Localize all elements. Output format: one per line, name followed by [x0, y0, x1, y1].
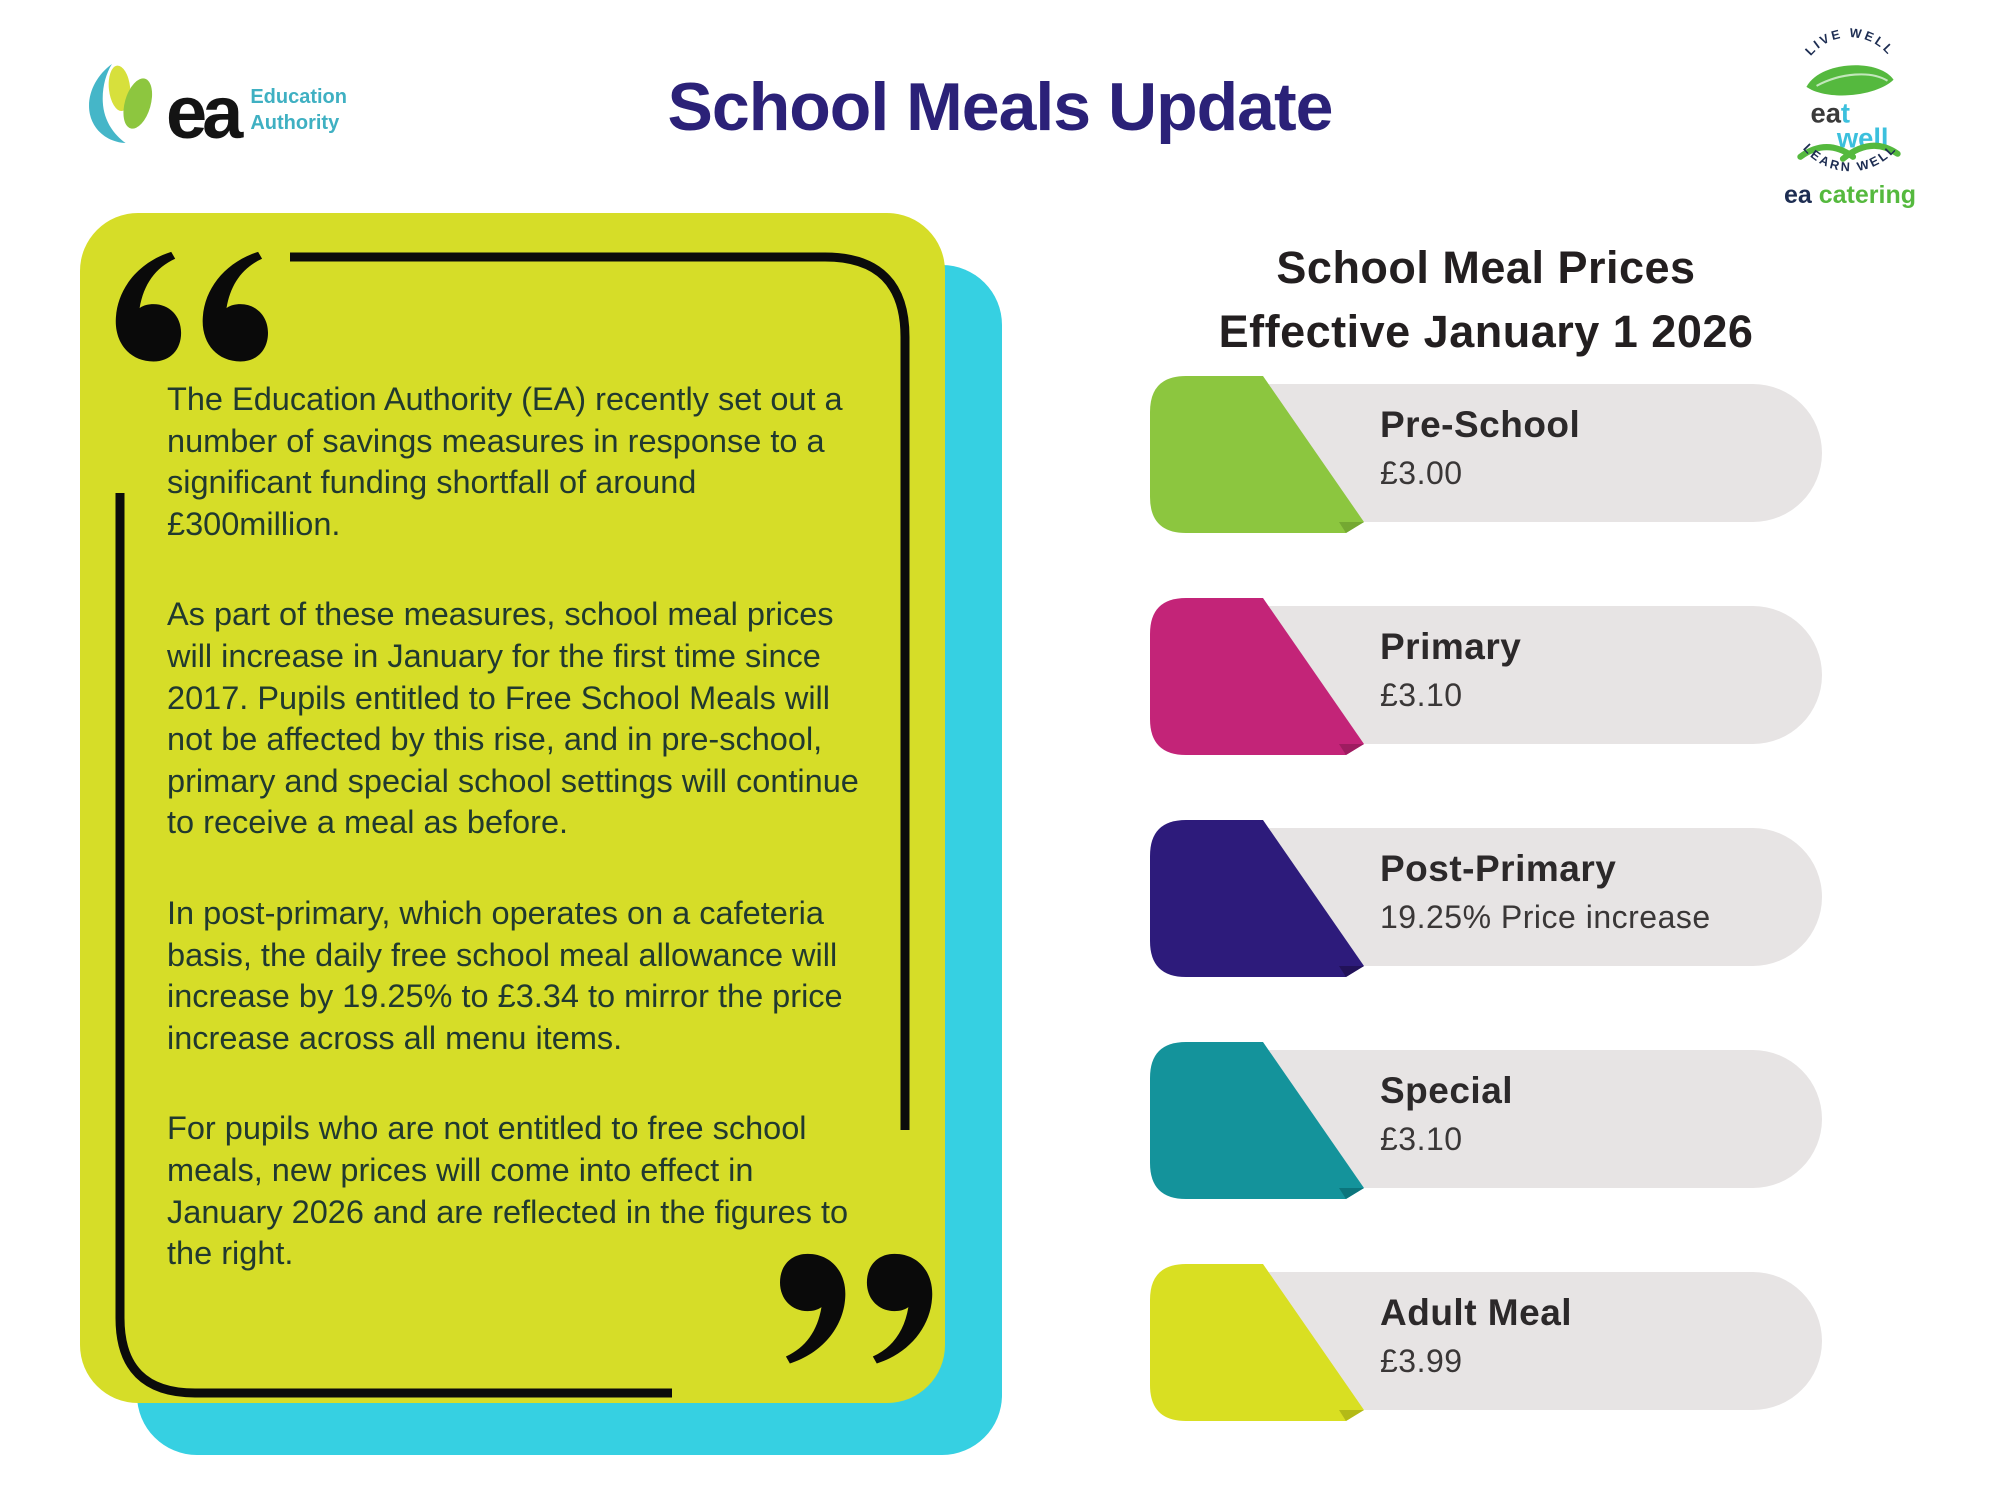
open-quote-icon — [110, 243, 268, 393]
quote-paragraph-4: For pupils who are not entitled to free school meals, new prices will come into effect in January 2026 and are reflected in the figures to the right. — [167, 1110, 849, 1272]
price-row-primary — [1150, 598, 1822, 755]
ea-wordmark: ea — [166, 71, 239, 154]
eatwell-caption — [1780, 181, 1920, 210]
price-row-text — [1380, 404, 1580, 492]
price-tab-icon — [1150, 598, 1368, 755]
price-row-pre-school — [1150, 376, 1822, 533]
price-row-label: Special — [1380, 1070, 1514, 1111]
ea-org-line2: Authority — [250, 112, 340, 134]
price-row-value: £3.99 — [1380, 1343, 1463, 1379]
price-tab-icon — [1150, 1042, 1368, 1199]
price-row-value: 19.25% Price increase — [1380, 899, 1711, 935]
eatwell-eat-dark: ea — [1810, 97, 1841, 129]
price-row-special — [1150, 1042, 1822, 1199]
quote-card — [80, 213, 945, 1403]
price-row-post-primary — [1150, 820, 1822, 977]
price-row-adult-meal — [1150, 1264, 1822, 1421]
price-tab-icon — [1150, 1264, 1368, 1421]
eatwell-well: well — [1836, 122, 1889, 154]
quote-paragraph-2: As part of these measures, school meal prices will increase in January for the first time since 2017. Pupils entitled to Free School Meals will not be affected by this rise, and in pre-school, primary and special school settings will continue to receive a meal as before. — [167, 596, 859, 841]
eatwell-logo — [1780, 22, 1920, 210]
ea-org-line1: Education — [250, 86, 347, 108]
price-row-value: £3.10 — [1380, 1121, 1463, 1157]
price-tab-icon — [1150, 820, 1368, 977]
eatwell-arc-top-text: LIVE WELL — [1802, 25, 1898, 59]
price-row-value: £3.10 — [1380, 677, 1463, 713]
eatwell-caption-ea: ea — [1783, 181, 1812, 209]
quote-paragraph-1: The Education Authority (EA) recently set out a number of savings measures in response to a significant funding shortfall of around £300million. — [167, 381, 843, 542]
page-title: School Meals Update — [667, 69, 1333, 145]
price-row-text — [1380, 1070, 1513, 1158]
eatwell-eat-teal: t — [1840, 97, 1851, 129]
eatwell-caption-catering: catering — [1818, 181, 1917, 209]
price-tab-icon — [1150, 376, 1368, 533]
quote-body — [167, 379, 859, 1324]
price-row-label: Primary — [1380, 626, 1522, 667]
prices-heading-line2: Effective January 1 2026 — [1218, 305, 1754, 357]
price-row-label: Post-Primary — [1380, 848, 1617, 889]
price-row-label: Pre-School — [1380, 404, 1581, 445]
price-row-text — [1380, 848, 1711, 936]
quote-paragraph-3: In post-primary, which operates on a cafeteria basis, the daily free school meal allowance will increase by 19.25% to £3.34 to mirror the price increase across all menu items. — [167, 894, 843, 1056]
prices-heading — [1150, 236, 1822, 364]
price-row-label: Adult Meal — [1380, 1292, 1573, 1333]
eatwell-arc-bottom-text: LEARN WELL — [1800, 141, 1900, 174]
svg-text:LIVE WELL — [1803, 26, 1898, 59]
eatwell-emblem-icon — [1780, 22, 1920, 174]
price-row-value: £3.00 — [1380, 455, 1463, 491]
price-row-text — [1380, 626, 1521, 714]
prices-heading-line1: School Meal Prices — [1276, 242, 1696, 293]
price-row-text — [1380, 1292, 1572, 1380]
